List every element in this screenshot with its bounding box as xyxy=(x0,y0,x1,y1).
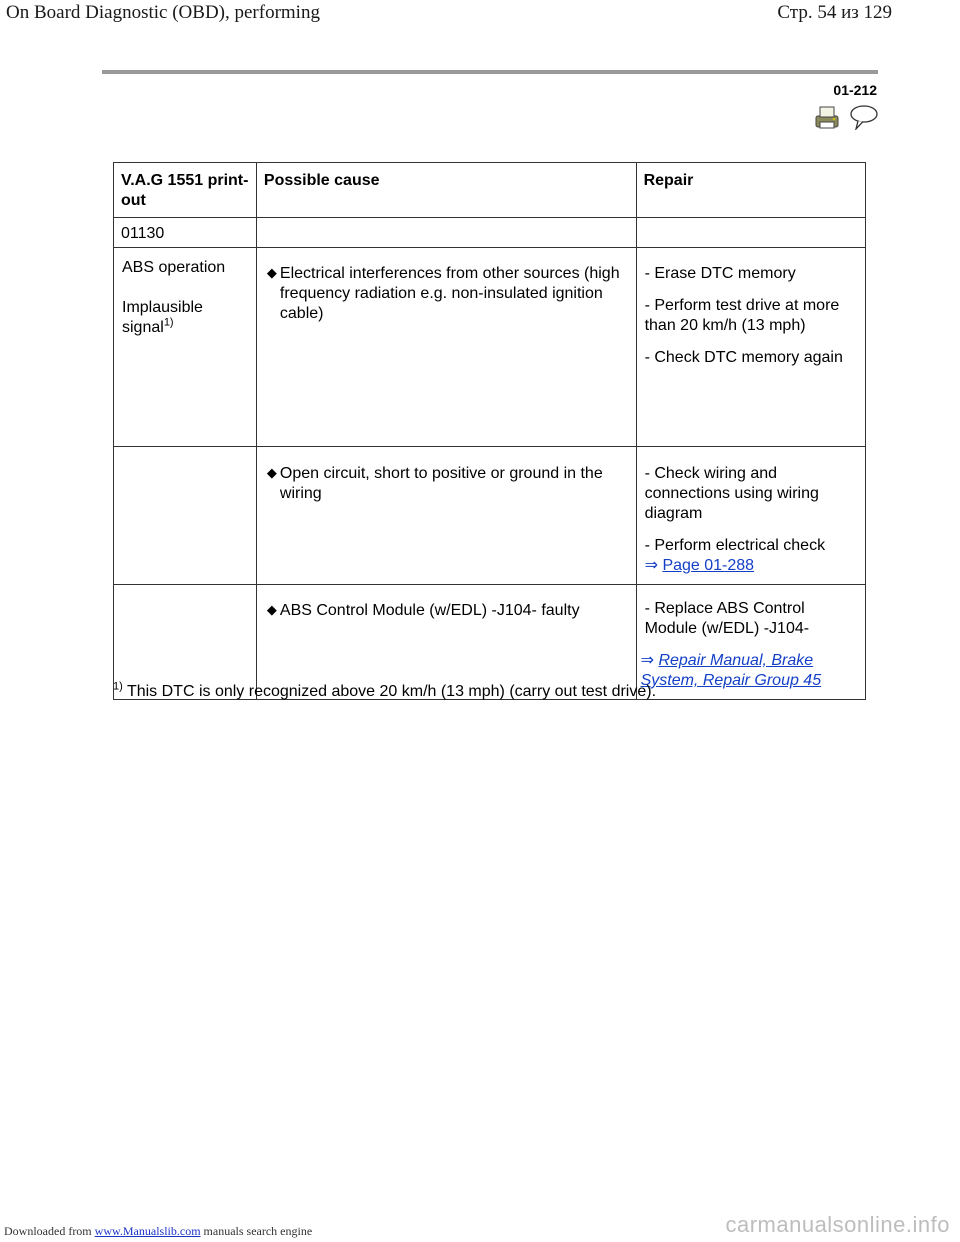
diagnostic-table xyxy=(113,162,866,700)
fault-description-cell xyxy=(114,248,257,447)
repair-cell xyxy=(636,248,865,447)
table-header-row xyxy=(114,163,866,218)
empty-cell xyxy=(636,218,865,248)
printer-icon[interactable] xyxy=(816,107,838,128)
fault-line-abs-operation: ABS operation xyxy=(122,259,226,276)
repair-manual-link[interactable]: Repair Manual, Brake System, Repair Group 45 xyxy=(640,652,822,689)
repair-step xyxy=(645,536,857,576)
table-row-code xyxy=(114,218,866,248)
column-header-possible-cause: Possible cause xyxy=(256,163,636,218)
speech-bubble-icon[interactable] xyxy=(851,106,877,129)
diamond-bullet-icon: ◆ xyxy=(266,602,277,617)
watermark: carmanualsonline.info xyxy=(725,1212,950,1237)
table-row xyxy=(114,447,866,585)
column-header-repair: Repair xyxy=(636,163,865,218)
repair-step-text: - Perform electrical check xyxy=(644,537,826,554)
manualslib-link[interactable]: www.Manualslib.com xyxy=(94,1224,201,1238)
footnote xyxy=(113,682,656,702)
repair-cell xyxy=(636,585,865,700)
arrow-right-icon: ⇒ xyxy=(640,652,654,669)
footer-prefix: Downloaded from xyxy=(4,1224,95,1238)
cause-cell xyxy=(256,447,636,585)
empty-cell xyxy=(256,218,636,248)
repair-step xyxy=(641,651,857,691)
fault-code: 01130 xyxy=(114,218,257,248)
footnote-text: This DTC is only recognized above 20 km/h (13 mph) (carry out test drive). xyxy=(122,683,657,700)
cause-text: ABS Control Module (w/EDL) -J104- faulty xyxy=(279,602,580,619)
diamond-bullet-icon: ◆ xyxy=(266,465,277,480)
column-header-printout: V.A.G 1551 print-out xyxy=(114,163,257,218)
repair-step: - Check DTC memory again xyxy=(644,349,843,366)
fault-signal-text: Implausible signal xyxy=(122,299,203,336)
page-header-page-info: Стр. 54 из 129 xyxy=(777,2,892,23)
repair-step: - Perform test drive at more than 20 km/h (13 mph) xyxy=(644,297,840,334)
page-header-title: On Board Diagnostic (OBD), performing xyxy=(6,2,320,23)
repair-step: - Erase DTC memory xyxy=(644,265,796,282)
cause-text: Electrical interferences from other sources (high frequency radiation e.g. non-insulated ignition cable) xyxy=(279,265,620,322)
document-page-number: 01-212 xyxy=(833,82,877,98)
cause-cell xyxy=(256,248,636,447)
fault-line-implausible-signal xyxy=(122,298,248,338)
repair-cell xyxy=(636,447,865,585)
cause-text: Open circuit, short to positive or ground in the wiring xyxy=(279,465,603,502)
repair-step: - Check wiring and connections using wiring diagram xyxy=(644,465,819,522)
toolbar-icons xyxy=(814,104,880,130)
footer-suffix: manuals search engine xyxy=(200,1224,313,1238)
header-rule xyxy=(102,70,878,74)
repair-step: - Replace ABS Control Module (w/EDL) -J104- xyxy=(644,600,810,637)
footnote-mark: 1) xyxy=(113,680,123,693)
footnote-reference: 1) xyxy=(163,316,174,329)
page-footer-source xyxy=(4,1224,312,1239)
arrow-right-icon: ⇒ xyxy=(644,557,658,574)
page-link[interactable]: Page 01-288 xyxy=(662,557,755,574)
empty-cell xyxy=(114,447,257,585)
table-row xyxy=(114,248,866,447)
diamond-bullet-icon: ◆ xyxy=(266,265,277,280)
